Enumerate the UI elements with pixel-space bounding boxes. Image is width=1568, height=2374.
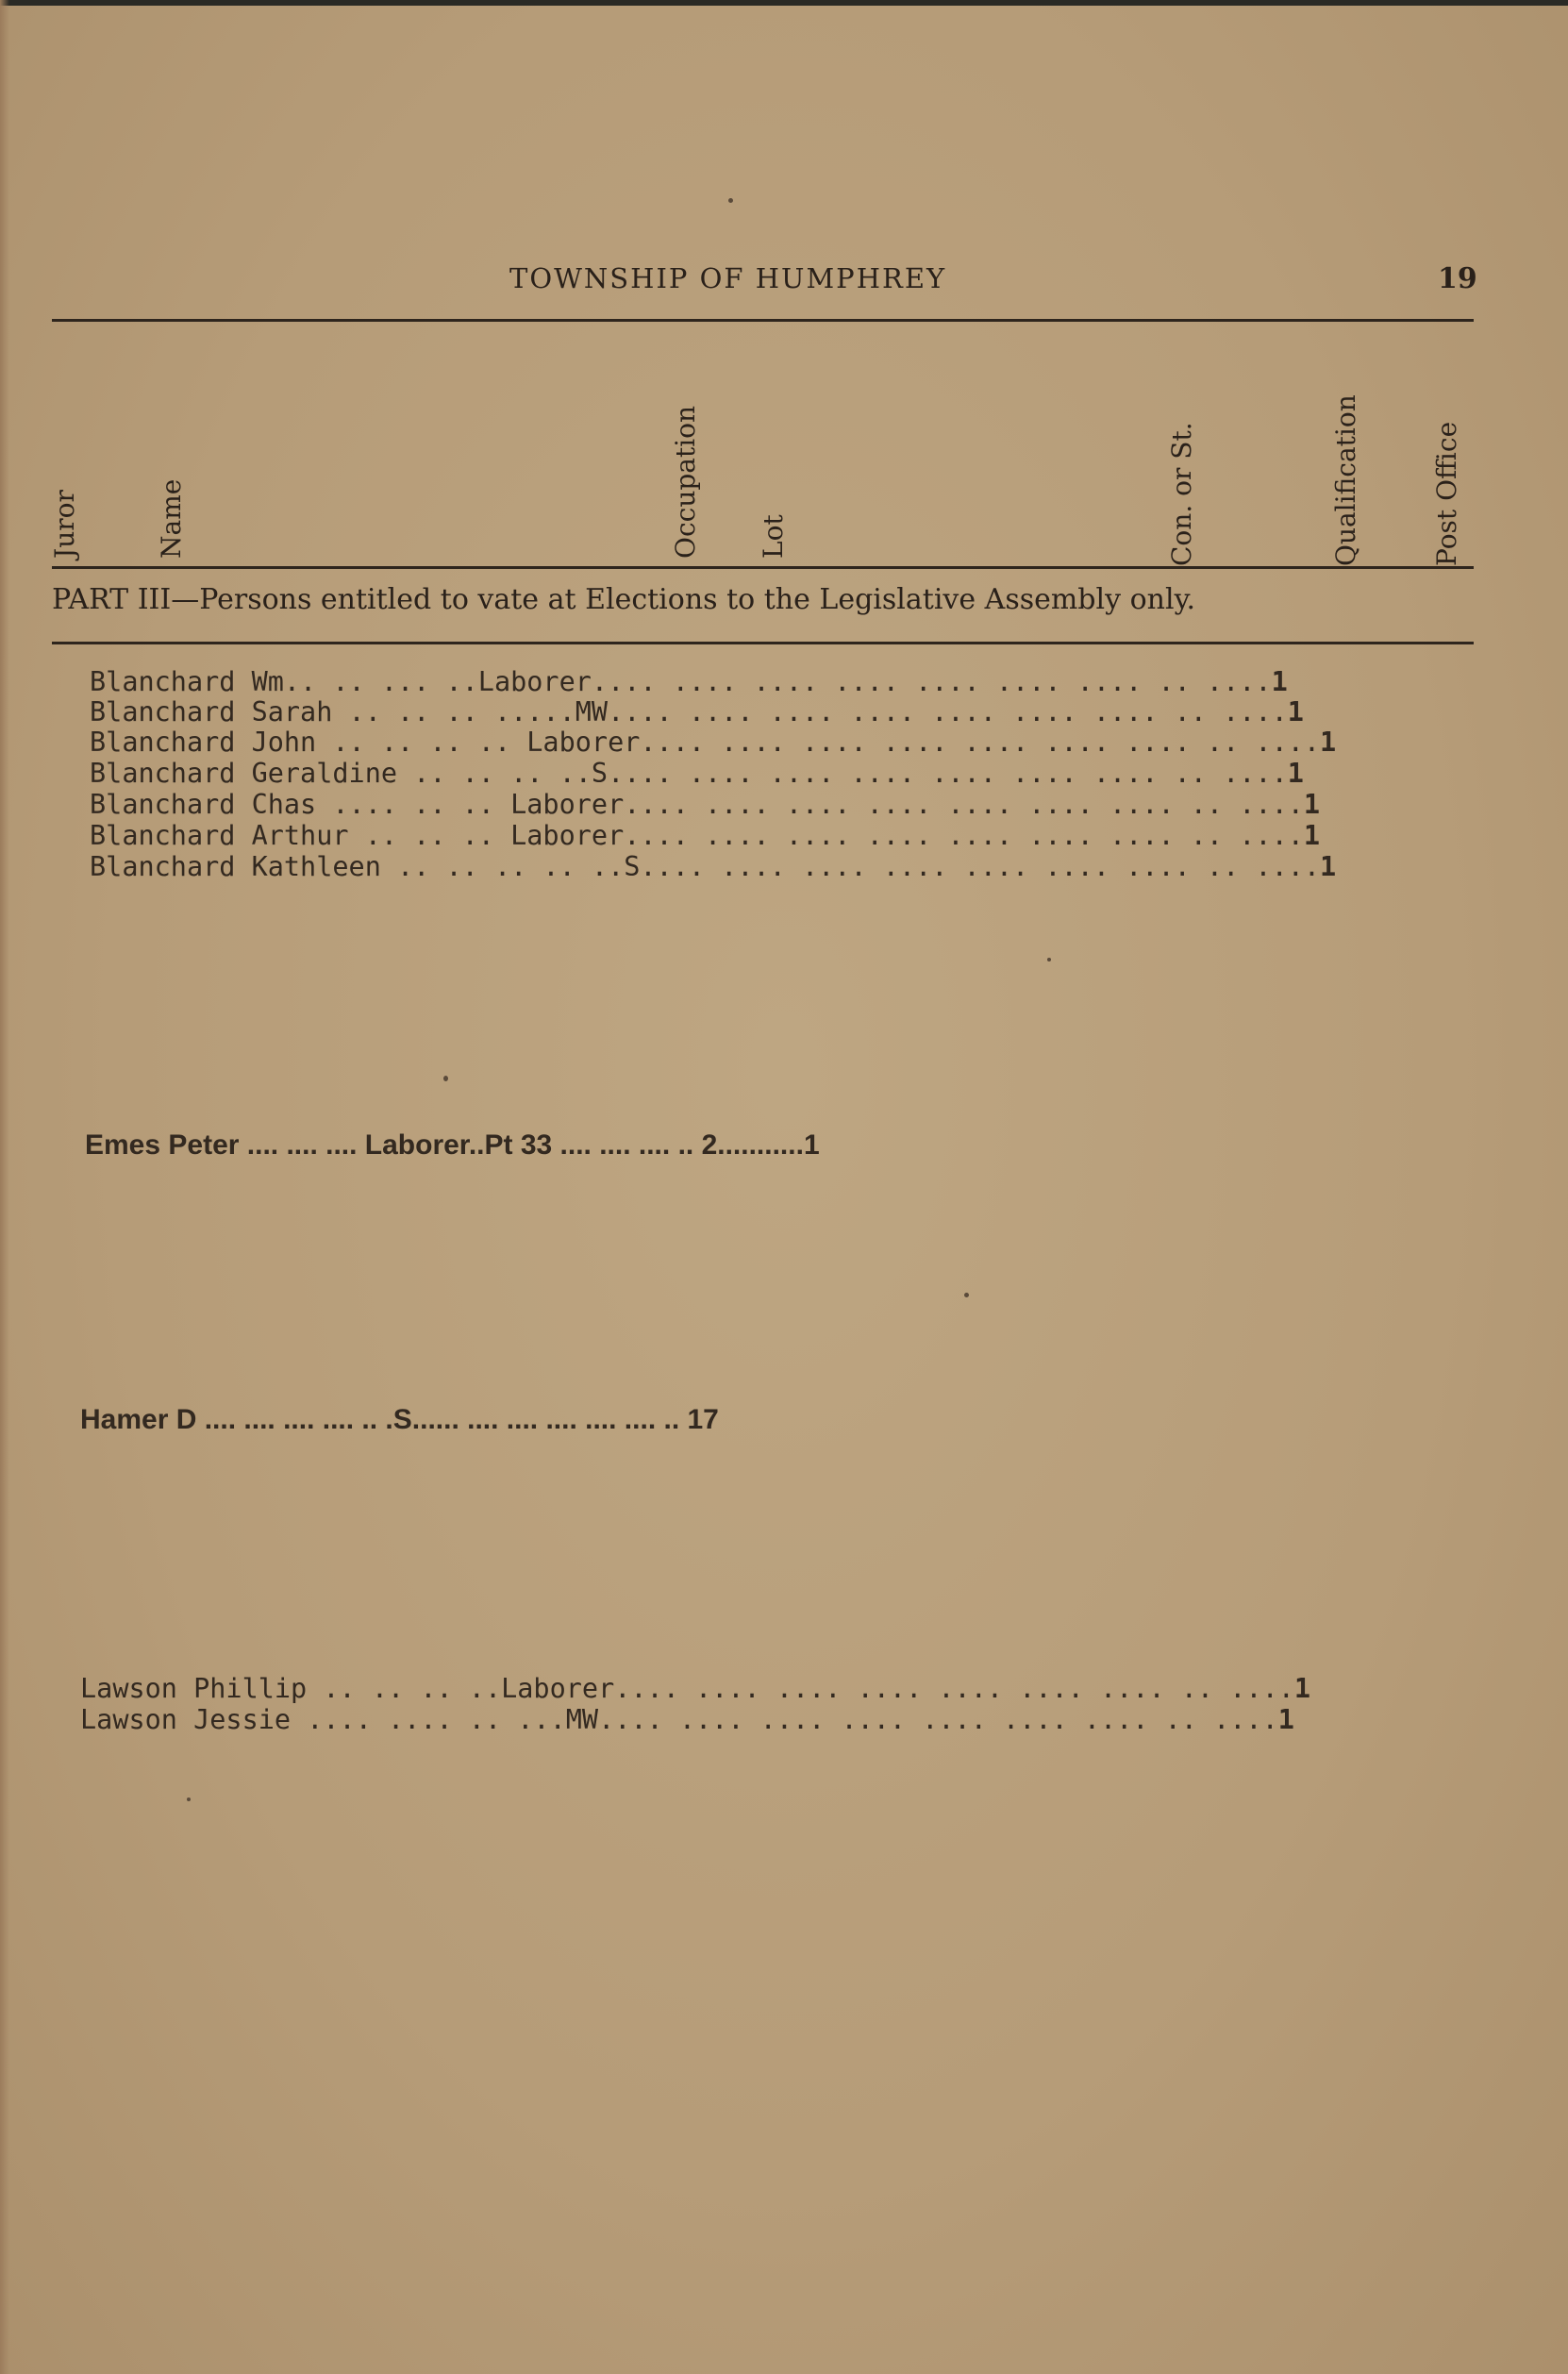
entry-text: Blanchard Chas .... .. .. Laborer.... .... .... .... .... .... .... .. .... (90, 789, 1304, 820)
list-item (80, 1704, 1294, 1735)
entry-text: Blanchard Kathleen .. .. .. .. ..S.... .... .... .... .... .... .... .. .... (90, 851, 1321, 882)
entry-text: Lawson Phillip .. .. .. ..Laborer.... .... .... .... .... .... .... .. .... (80, 1673, 1294, 1704)
entry-text: Emes Peter .... .... .... Laborer..Pt 33 .... .... .... .. 2........... (85, 1129, 804, 1161)
list-item (90, 666, 1288, 697)
entry-value: 1 (1271, 666, 1288, 697)
part-heading: PART III—Persons entitled to vate at Elections to the Legislative Assembly only. (52, 583, 1196, 616)
list-item (90, 851, 1336, 882)
paper-speck (443, 1076, 448, 1081)
list-item (85, 1129, 820, 1162)
column-header-name: Name (156, 478, 187, 559)
section-rule (52, 642, 1474, 644)
entry-value: 1 (1293, 1673, 1311, 1704)
entry-text: Blanchard Sarah .. .. .. .....MW.... .... .... .... .... .... .... .. .... (90, 696, 1288, 727)
list-item (80, 1673, 1310, 1704)
column-header-con-or-st: Con. or St. (1166, 422, 1197, 566)
entry-value: 1 (1303, 820, 1321, 851)
list-item (90, 820, 1320, 851)
entry-text: Blanchard Arthur .. .. .. Laborer.... .... .... .... .... .... .... .. .... (90, 820, 1304, 851)
column-header-rule (52, 566, 1474, 569)
entry-text: Hamer D .... .... .... .... .. .S...... .... .... .... .... .... .. (80, 1404, 688, 1435)
entry-value: 1 (1287, 696, 1304, 727)
entry-value: 1 (1320, 727, 1337, 758)
column-header-qualification: Qualification (1330, 394, 1361, 566)
page-title: TOWNSHIP OF HUMPHREY (509, 262, 947, 294)
entry-value: 1 (1277, 1704, 1294, 1735)
column-header-juror: Juror (49, 490, 80, 559)
page-left-edge (0, 0, 9, 2374)
entry-value: 17 (687, 1404, 719, 1435)
paper-speck (187, 1797, 191, 1801)
entry-text: Blanchard Geraldine .. .. .. ..S.... .... .... .... .... .... .... .. .... (90, 758, 1288, 789)
list-item (90, 696, 1304, 727)
column-header-lot: Lot (758, 514, 789, 559)
page-number: 19 (1438, 262, 1477, 295)
page-top-edge (0, 0, 1568, 6)
entry-text: Blanchard John .. .. .. .. Laborer.... .... .... .... .... .... .... .. .... (90, 727, 1321, 758)
entry-value: 1 (1303, 789, 1321, 820)
list-item (90, 789, 1320, 820)
paper-speck (728, 198, 733, 203)
list-item (90, 758, 1304, 789)
header-rule (52, 319, 1474, 322)
column-header-post-office: Post Office (1431, 421, 1462, 566)
entry-value: 1 (1287, 758, 1304, 789)
column-header-occupation: Occupation (670, 405, 701, 559)
entry-text: Lawson Jessie .... .... .. ...MW.... .... .... .... .... .... .... .. .... (80, 1704, 1278, 1735)
list-item (90, 727, 1336, 758)
entry-value: 1 (803, 1129, 820, 1161)
entry-text: Blanchard Wm.. .. ... ..Laborer.... .... .... .... .... .... .... .. .... (90, 666, 1272, 697)
paper-speck (964, 1293, 969, 1297)
entry-value: 1 (1320, 851, 1337, 882)
paper-speck (1047, 958, 1051, 961)
list-item (80, 1404, 719, 1436)
